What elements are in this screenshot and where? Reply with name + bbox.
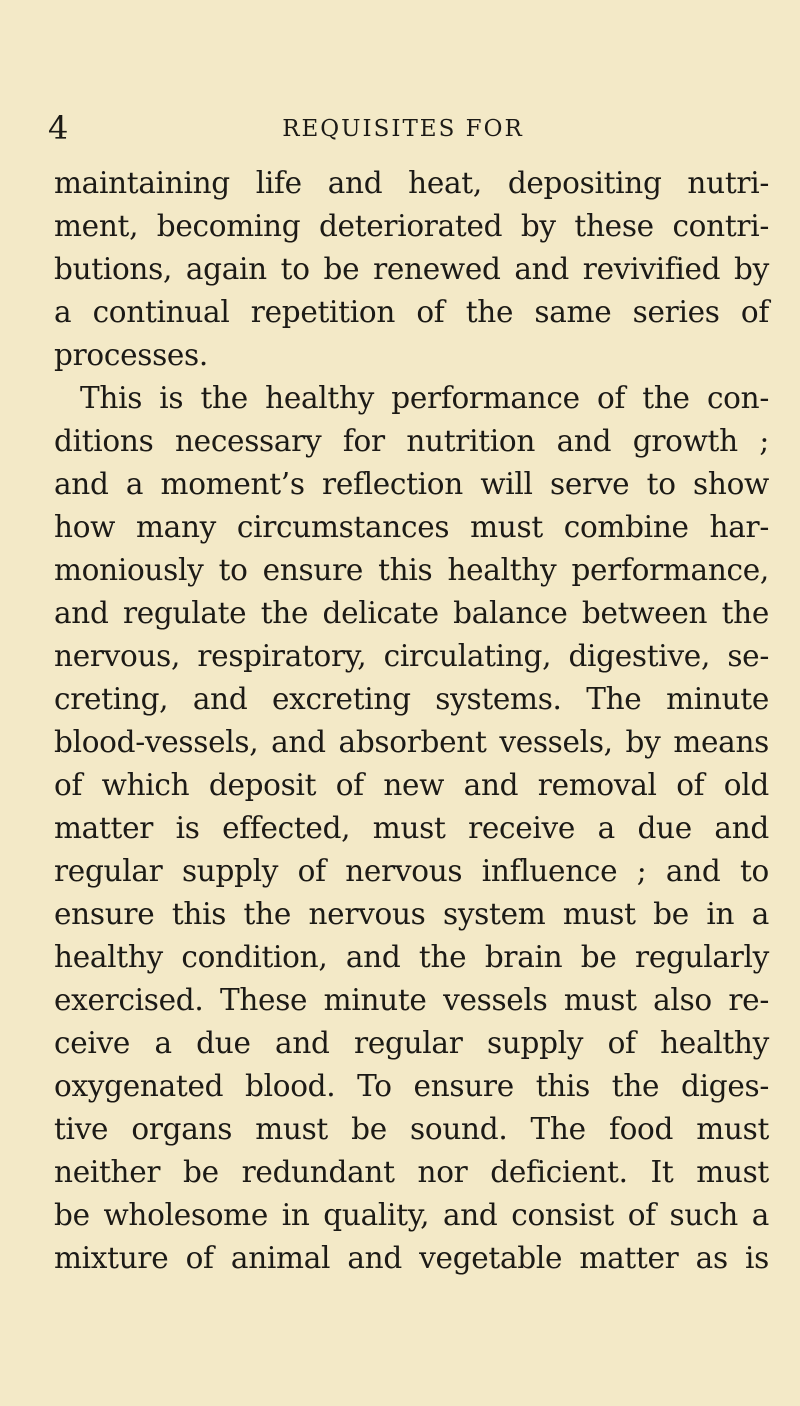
text-line: and a moment’s reflection will serve to show xyxy=(54,467,769,501)
text-line: a continual repetition of the same series of xyxy=(54,295,769,329)
body-text xyxy=(54,162,769,1280)
text-line: ensure this the nervous system must be in a xyxy=(54,897,769,931)
text-line: creting, and excreting systems. The minute xyxy=(54,682,769,716)
text-line: maintaining life and heat, depositing nutri- xyxy=(54,166,769,200)
text-line: healthy condition, and the brain be regularly xyxy=(54,940,769,974)
text-line: mixture of animal and vegetable matter as is xyxy=(54,1241,769,1275)
text-line: blood-vessels, and absorbent vessels, by means xyxy=(54,725,769,759)
text-line: and regulate the delicate balance between the xyxy=(54,596,769,630)
text-line: exercised. These minute vessels must also re- xyxy=(54,983,769,1017)
text-line: This is the healthy performance of the con- xyxy=(80,381,769,415)
text-line: ditions necessary for nutrition and growth ; xyxy=(54,424,769,458)
text-line: processes. xyxy=(54,338,208,372)
text-line: nervous, respiratory, circulating, digestive, se- xyxy=(54,639,769,673)
running-head xyxy=(48,108,758,148)
page-number: 4 xyxy=(48,109,69,147)
text-line: neither be redundant nor deficient. It must xyxy=(54,1155,769,1189)
text-line: oxygenated blood. To ensure this the diges- xyxy=(54,1069,769,1103)
text-line: ceive a due and regular supply of healthy xyxy=(54,1026,769,1060)
text-line: regular supply of nervous influence ; and to xyxy=(54,854,769,888)
running-head-title: REQUISITES FOR xyxy=(282,116,524,142)
text-line: matter is effected, must receive a due and xyxy=(54,811,769,845)
text-line: moniously to ensure this healthy performance, xyxy=(54,553,769,587)
text-line: how many circumstances must combine har- xyxy=(54,510,769,544)
text-line: of which deposit of new and removal of old xyxy=(54,768,769,802)
text-line: tive organs must be sound. The food must xyxy=(54,1112,769,1146)
text-line: ment, becoming deteriorated by these contri- xyxy=(54,209,769,243)
text-line: be wholesome in quality, and consist of such a xyxy=(54,1198,769,1232)
text-line: butions, again to be renewed and revivified by xyxy=(54,252,769,286)
